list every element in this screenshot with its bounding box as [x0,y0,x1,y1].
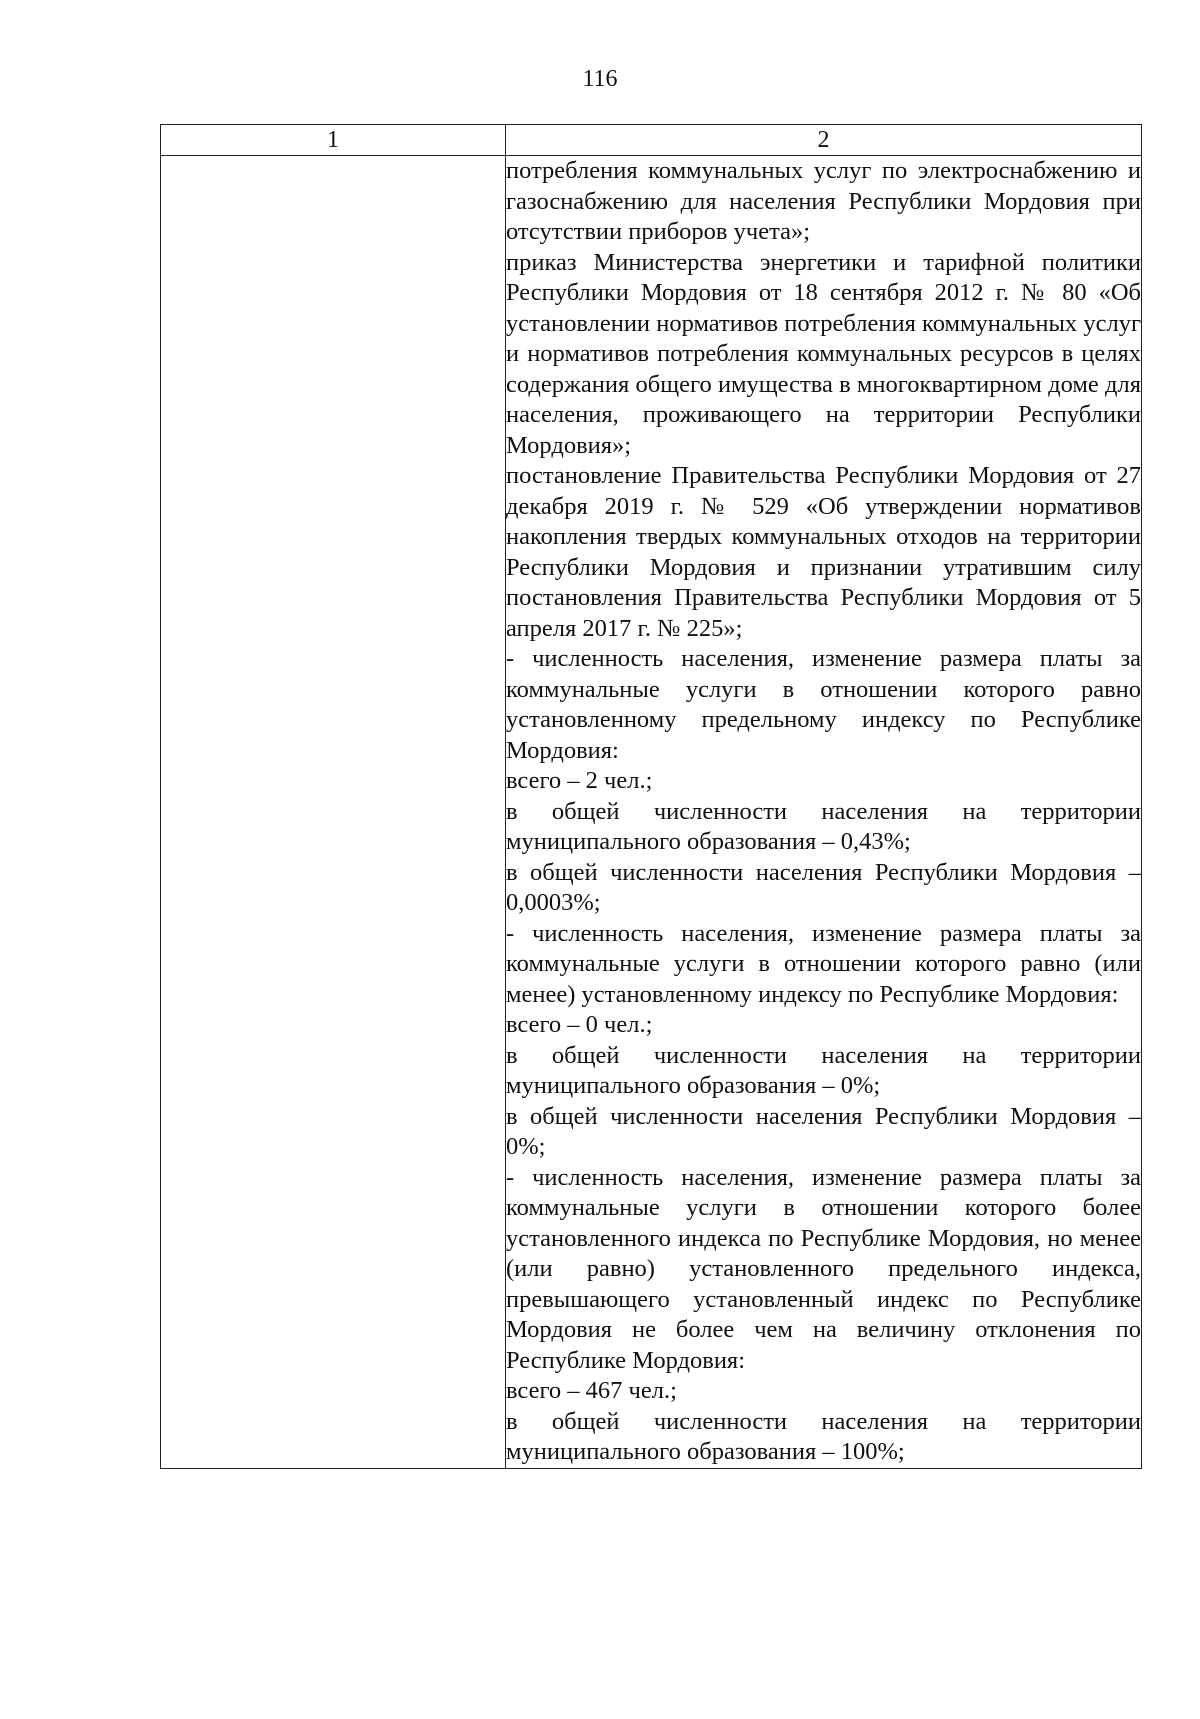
paragraph-total-0: всего – 0 чел.; [506,1011,653,1038]
paragraph-population-above-index: - численность населения, изменение размера платы за коммунальные услуги в отношении которого более установленного индекса по Республике Мордовия, но менее (или равно) установленного предельного индекса, превышающего установленный индекс по Республике Мордовия не более чем на величину отклонения по Республике Мордовия: [506,1163,1141,1374]
paragraph-share-republic-00003: в общей численности населения Республики Мордовия – 0,0003%; [506,858,1141,916]
paragraph-order-ministry-energy: приказ Министерства энергетики и тарифной политики Республики Мордовия от 18 сентября 2012 г. № 80 «Об установлении нормативов потребления коммунальных услуг и нормативов потребления коммунальных ресурсов в целях содержания общего имущества в многоквартирном доме для населения, проживающего на территории Республики Мордовия»; [506,248,1141,459]
document-table [160,124,1142,1469]
paragraph-total-2: всего – 2 чел.; [506,767,653,794]
column-2-cell [506,156,1142,1469]
table-row [161,156,1142,1469]
page-number: 116 [582,66,618,92]
paragraph-share-municipal-100: в общей численности населения на территории муниципального образования – 100%; [506,1407,1141,1465]
paragraph-share-municipal-043: в общей численности населения на территории муниципального образования – 0,43%; [506,797,1141,855]
paragraph-government-resolution: постановление Правительства Республики Мордовия от 27 декабря 2019 г. № 529 «Об утверждении нормативов накопления твердых коммунальных отходов на территории Республики Мордовия и признании утратившим силу постановления Правительства Республики Мордовия от 5 апреля 2017 г. № 225»; [506,462,1141,642]
paragraph-total-467: всего – 467 чел.; [506,1377,677,1404]
paragraph-population-equal-limit-index: - численность населения, изменение размера платы за коммунальные услуги в отношении которого равно установленному предельному индексу по Республике Мордовия: [506,645,1141,764]
column-header-2: 2 [506,125,1142,156]
paragraph-norms-electricity-gas: потребления коммунальных услуг по электроснабжению и газоснабжению для населения Республики Мордовия при отсутствии приборов учета»; [506,157,1141,245]
column-header-1: 1 [161,125,506,156]
paragraph-share-republic-0: в общей численности населения Республики Мордовия – 0%; [506,1102,1141,1160]
table-header-row [161,125,1142,156]
column-1-cell [161,156,506,1469]
paragraph-population-equal-or-less-index: - численность населения, изменение размера платы за коммунальные услуги в отношении которого равно (или менее) установленному индексу по Республике Мордовия: [506,919,1141,1008]
paragraph-share-municipal-0: в общей численности населения на территории муниципального образования – 0%; [506,1041,1141,1099]
